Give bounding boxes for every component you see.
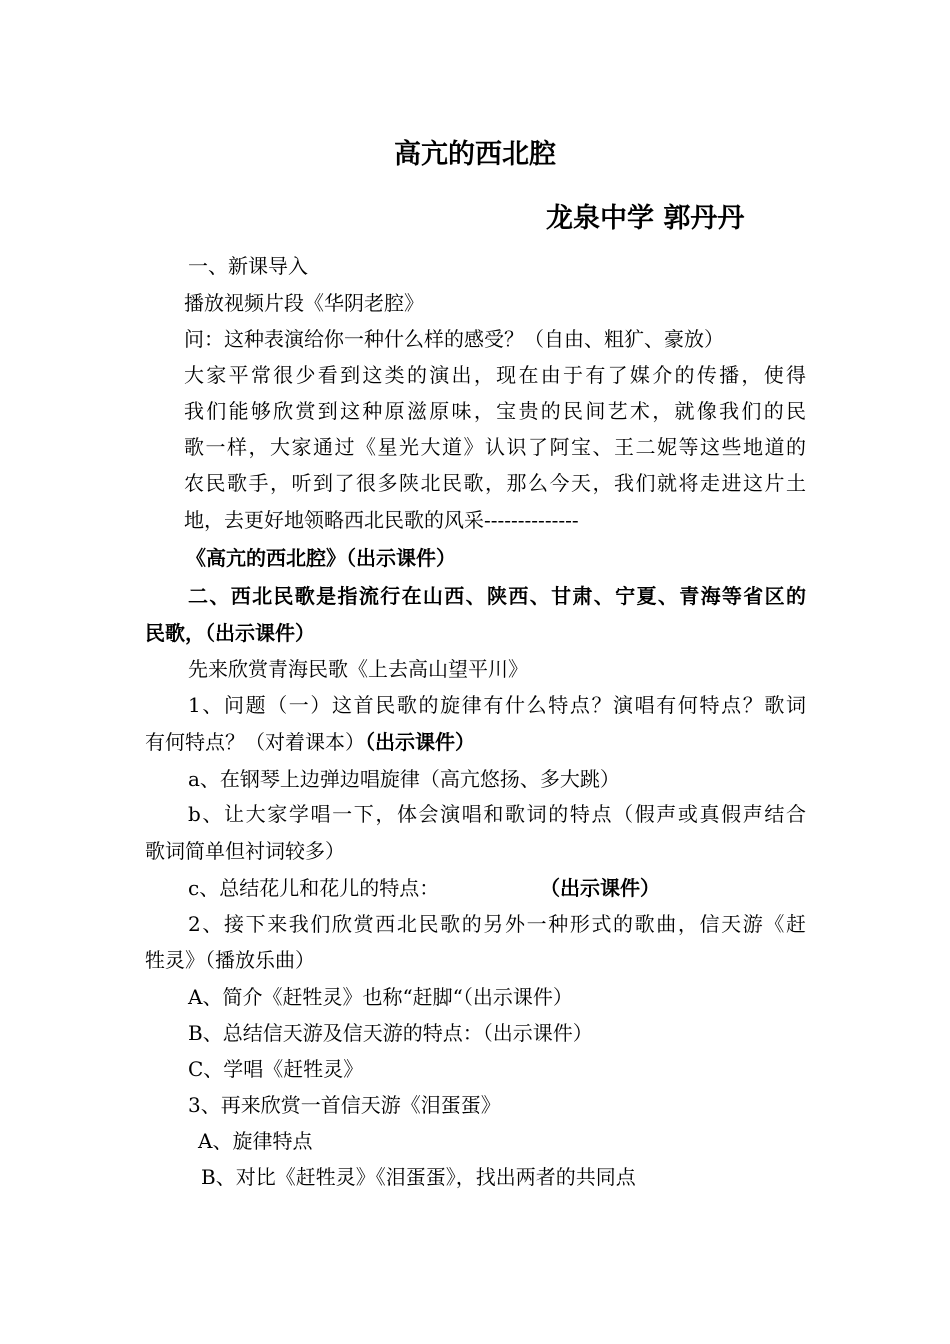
list-item: A、简介《赶牲灵》也称“赶脚“（出示课件）	[188, 985, 573, 1009]
paragraph-line: 问：这种表演给你一种什么样的感受？（自由、粗犷、豪放）	[184, 327, 724, 351]
section-heading-intro: 一、新课导入	[188, 254, 308, 278]
list-item: B、对比《赶牲灵》《泪蛋蛋》，找出两者的共同点	[201, 1165, 636, 1189]
list-item: b、让大家学唱一下，体会演唱和歌词的特点（假声或真假声结合	[188, 802, 806, 826]
paragraph-line: 农民歌手，听到了很多陕北民歌，那么今天，我们就将走进这片土	[184, 471, 806, 495]
paragraph-line: 播放视频片段《华阴老腔》	[184, 291, 424, 315]
bold-note: （出示课件）	[365, 730, 475, 754]
author-line: 龙泉中学 郭丹丹	[546, 203, 745, 234]
bold-line: 民歌，（出示课件）	[145, 621, 315, 645]
paragraph-line: 地，去更好地领略西北民歌的风采--------------	[184, 508, 579, 532]
paragraph-line: 先来欣赏青海民歌《上去高山望平川》	[188, 657, 528, 681]
section-heading-definition: 二、西北民歌是指流行在山西、陕西、甘肃、宁夏、青海等省区的	[188, 584, 806, 608]
list-item: c、总结花儿和花儿的特点：	[188, 876, 440, 900]
paragraph-line: 牲灵》（播放乐曲）	[145, 948, 315, 972]
paragraph-line: 3、再来欣赏一首信天游《泪蛋蛋》	[188, 1093, 501, 1117]
document-title: 高亢的西北腔	[394, 139, 556, 170]
paragraph-line: 歌一样，大家通过《星光大道》认识了阿宝、王二妮等这些地道的	[184, 435, 806, 459]
question-line-continued	[145, 729, 475, 755]
list-item: C、学唱《赶牲灵》	[188, 1057, 364, 1081]
paragraph-line: 大家平常很少看到这类的演出，现在由于有了媒介的传播，使得	[184, 363, 806, 387]
question-line: 1、问题（一）这首民歌的旋律有什么特点？演唱有何特点？歌词	[188, 693, 806, 717]
list-item: A、旋律特点	[198, 1129, 313, 1153]
paragraph-text: 有何特点？（对着课本）	[145, 730, 365, 754]
paragraph-line: 2、接下来我们欣赏西北民歌的另外一种形式的歌曲，信天游《赶	[188, 912, 806, 936]
list-item: a、在钢琴上边弹边唱旋律（高亢悠扬、多大跳）	[188, 767, 620, 791]
list-item-continued: 歌词简单但衬词较多）	[145, 839, 345, 863]
bold-line: 《高亢的西北腔》（出示课件）	[186, 546, 456, 570]
list-item: B、总结信天游及信天游的特点：（出示课件）	[188, 1021, 593, 1045]
bold-note: （出示课件）	[540, 876, 660, 900]
paragraph-line: 我们能够欣赏到这种原滋原味，宝贵的民间艺术，就像我们的民	[184, 399, 806, 423]
